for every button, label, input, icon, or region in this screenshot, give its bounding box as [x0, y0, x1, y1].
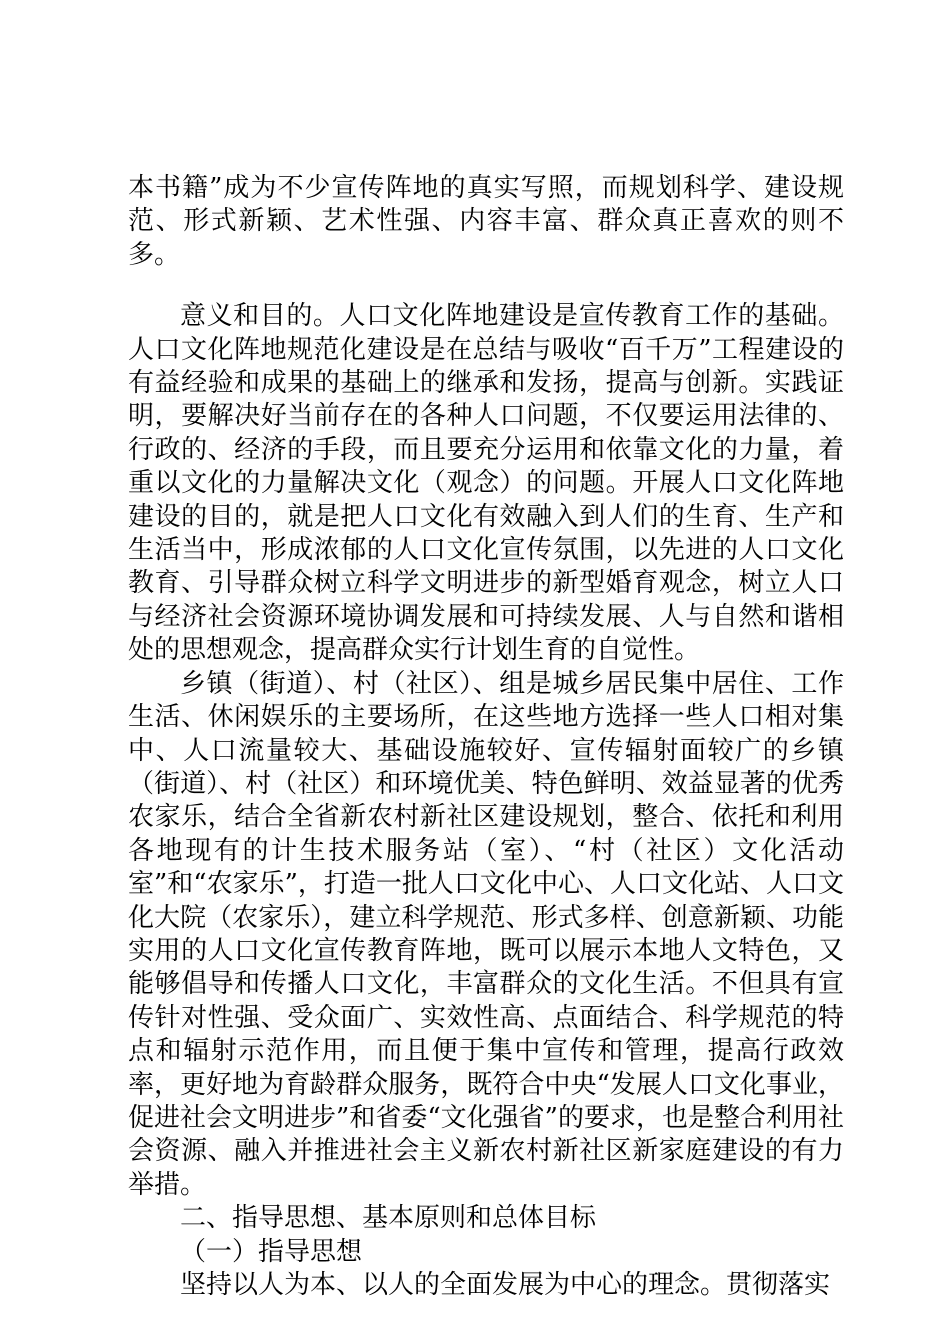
subsection-heading: （一）指导思想 — [180, 1236, 363, 1267]
paragraph-gap — [128, 272, 844, 300]
paragraph-significance: 意义和目的。人口文化阵地建设是宣传教育工作的基础。人口文化阵地规范化建设是在总结与吸收“百千万”工程建设的有益经验和成果的基础上的继承和发扬，提高与创新。实践证明，要解决好当前存在的各种人口问题，不仅要运用法律的、行政的、经济的手段，而且要充分运用和依靠文化的力量，着重以文化的力量解决文化（观念）的问题。开展人口文化阵地建设的目的，就是把人口文化有效融入到人们的生育、生产和生活当中，形成浓郁的人口文化宣传氛围，以先进的人口文化教育、引导群众树立科学文明进步的新型婚育观念，树立人口与经济社会资源环境协调发展和可持续发展、人与自然和谐相处的思想观念，提高群众实行计划生育的自觉性。 — [128, 301, 844, 666]
paragraph-continued: 本书籍”成为不少宣传阵地的真实写照，而规划科学、建设规范、形式新颖、艺术性强、内容丰富、群众真正喜欢的则不多。 — [128, 173, 844, 270]
section-heading: 二、指导思想、基本原则和总体目标 — [180, 1203, 597, 1234]
document-page — [128, 172, 844, 1302]
paragraph-guiding-thought: 坚持以人为本、以人的全面发展为中心的理念。贯彻落实 — [180, 1270, 831, 1300]
paragraph-townships: 乡镇（街道）、村（社区）、组是城乡居民集中居住、工作生活、休闲娱乐的主要场所，在这些地方选择一些人口相对集中、人口流量较大、基础设施较好、宣传辐射面较广的乡镇（街道）、村（社区）和环境优美、特色鲜明、效益显著的优秀农家乐，结合全省新农村新社区建设规划，整合、依托和利用各地现有的计生技术服务站（室）、“村（社区）文化活动室”和“农家乐”，打造一批人口文化中心、人口文化站、人口文化大院（农家乐），建立科学规范、形式多样、创意新颖、功能实用的人口文化宣传教育阵地，既可以展示本地人文特色，又能够倡导和传播人口文化，丰富群众的文化生活。不但具有宣传针对性强、受众面广、实效性高、点面结合、科学规范的特点和辐射示范作用，而且便于集中宣传和管理，提高行政效率，更好地为育龄群众服务，既符合中央“发展人口文化事业，促进社会文明进步”和省委“文化强省”的要求，也是整合利用社会资源、融入并推进社会主义新农村新社区新家庭建设的有力举措。 — [128, 668, 844, 1200]
